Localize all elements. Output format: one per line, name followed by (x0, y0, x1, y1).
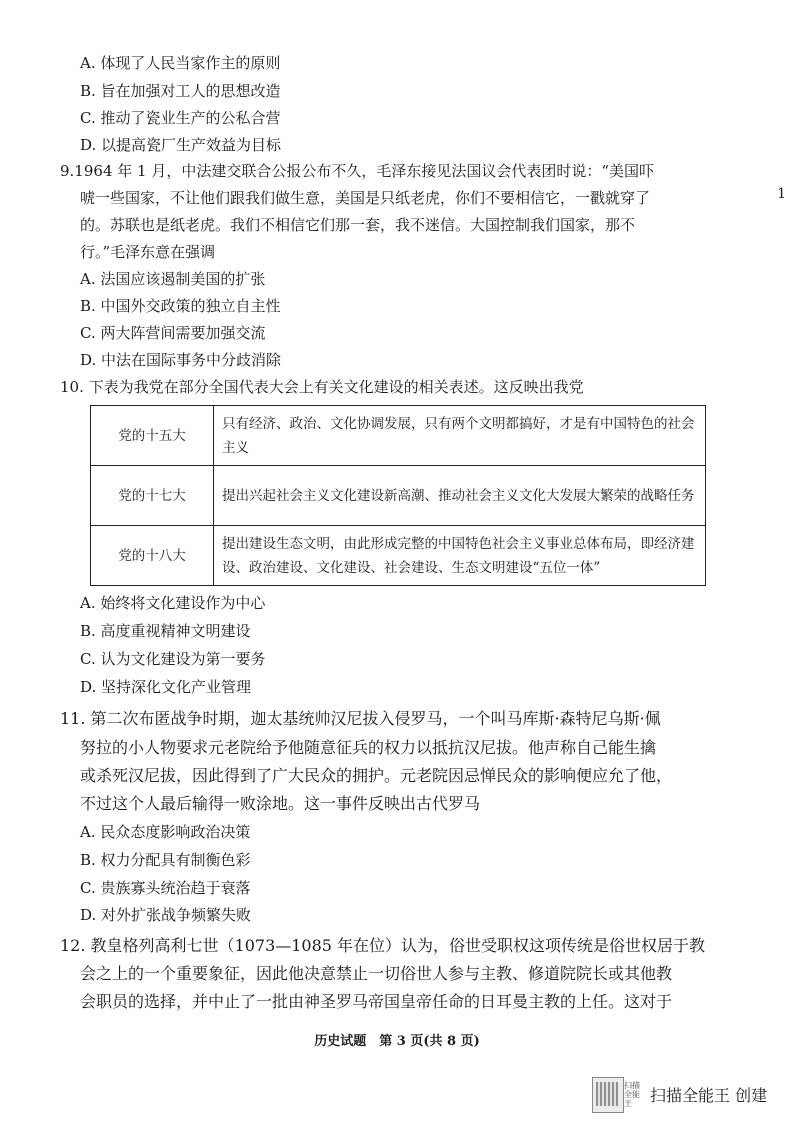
q10-option-a: A. 始终将文化建设作为中心 (80, 594, 266, 612)
congress-cell: 党的十八大 (91, 526, 214, 586)
q12-stem-line-2: 会之上的一个重要象征，因此他决意禁止一切俗世人参与主教、修道院院长或其他教 (80, 964, 673, 983)
q10-table (90, 405, 706, 586)
q9-stem-line-1: 9.1964 年 1 月，中法建交联合公报公布不久，毛泽东接见法国议会代表团时说：“美国吓 (60, 162, 655, 180)
q9-stem-line-3: 的。苏联也是纸老虎。我们不相信它们那一套，我不迷信。大国控制我们国家，那不 (80, 216, 636, 234)
q9-option-a: A. 法国应该遏制美国的扩张 (80, 270, 266, 288)
scanner-logo: 扫描全能王 (624, 1081, 640, 1108)
statement-cell: 提出建设生态文明，由此形成完整的中国特色社会主义事业总体布局，即经济建设、政治建设、文化建设、社会建设、生态文明建设“五位一体” (214, 526, 706, 586)
q11-stem-line-4: 不过这个人最后输得一败涂地。这一事件反映出古代罗马 (80, 794, 481, 813)
q9-option-c: C. 两大阵营间需要加强交流 (80, 324, 266, 342)
page-footer: 历史试题 第 3 页(共 8 页) (314, 1034, 480, 1049)
q10-stem: 10. 下表为我党在部分全国代表大会上有关文化建设的相关表述。这反映出我党 (60, 378, 584, 396)
q8-option-c: C. 推动了瓷业生产的公私合营 (80, 109, 281, 127)
q8-option-d: D. 以提高瓷厂生产效益为目标 (80, 136, 282, 154)
q8-option-b: B. 旨在加强对工人的思想改造 (80, 82, 281, 100)
edge-page-mark: 1 (777, 186, 786, 202)
q11-option-d: D. 对外扩张战争频繁失败 (80, 906, 252, 924)
q11-stem-line-1: 11. 第二次布匿战争时期，迦太基统帅汉尼拔入侵罗马，一个叫马库斯·森特尼乌斯·佩 (60, 709, 661, 728)
scanner-text: 扫描全能王 创建 (650, 1086, 768, 1105)
q8-option-a: A. 体现了人民当家作主的原则 (80, 54, 281, 72)
congress-cell: 党的十七大 (91, 466, 214, 526)
q11-option-b: B. 权力分配具有制衡色彩 (80, 851, 251, 869)
q9-stem-line-2: 唬一些国家，不让他们跟我们做生意，美国是只纸老虎，你们不要相信它，一戳就穿了 (80, 189, 651, 207)
statement-cell: 提出兴起社会主义文化建设新高潮、推动社会主义文化大发展大繁荣的战略任务 (214, 466, 706, 526)
q10-option-c: C. 认为文化建设为第一要务 (80, 650, 266, 668)
q11-option-c: C. 贵族寡头统治趋于衰落 (80, 879, 251, 897)
q9-option-b: B. 中国外交政策的独立自主性 (80, 297, 281, 315)
table-row (91, 466, 706, 526)
q9-stem-line-4: 行。”毛泽东意在强调 (80, 243, 216, 261)
q11-option-a: A. 民众态度影响政治决策 (80, 823, 251, 841)
table-row (91, 406, 706, 466)
q10-option-b: B. 高度重视精神文明建设 (80, 622, 251, 640)
table-row (91, 526, 706, 586)
q11-stem-line-2: 努拉的小人物要求元老院给予他随意征兵的权力以抵抗汉尼拔。他声称自己能生擒 (80, 738, 657, 757)
statement-cell: 只有经济、政治、文化协调发展，只有两个文明都搞好，才是有中国特色的社会主义 (214, 406, 706, 466)
congress-cell: 党的十五大 (91, 406, 214, 466)
q11-stem-line-3: 或杀死汉尼拔，因此得到了广大民众的拥护。元老院因忌惮民众的影响便应允了他， (80, 766, 673, 785)
q12-stem-line-3: 会职员的选择，并中止了一批由神圣罗马帝国皇帝任命的日耳曼主教的上任。这对于 (80, 992, 673, 1011)
q9-option-d: D. 中法在国际事务中分歧消除 (80, 351, 282, 369)
scanner-watermark (592, 1075, 792, 1115)
qr-code-icon (592, 1077, 624, 1113)
q12-stem-line-1: 12. 教皇格列高利七世（1073—1085 年在位）认为，俗世受职权这项传统是俗世权居于教 (60, 936, 706, 955)
q10-option-d: D. 坚持深化文化产业管理 (80, 678, 252, 696)
